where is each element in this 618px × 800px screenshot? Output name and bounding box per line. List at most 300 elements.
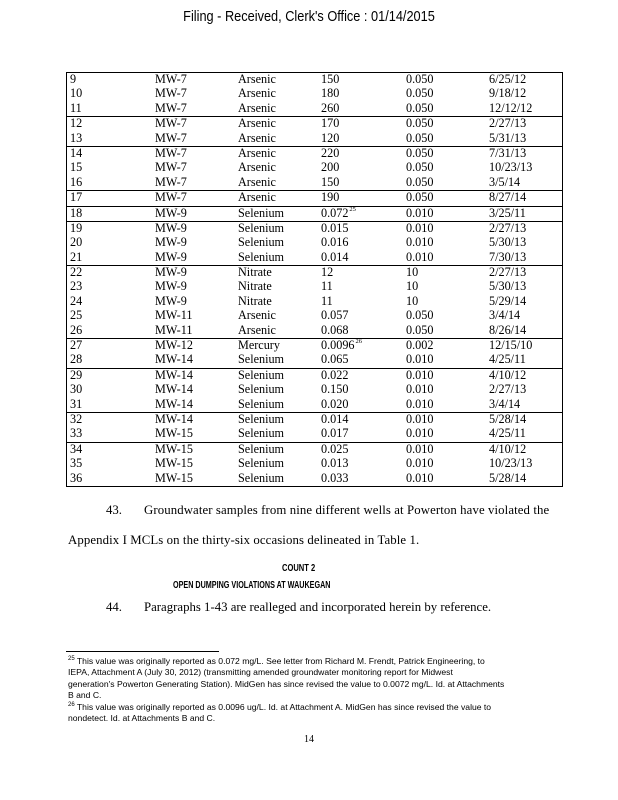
parameter xyxy=(235,132,318,147)
mcl-value-text: 0.010 xyxy=(406,235,434,250)
row-number-text: 20 xyxy=(70,235,83,250)
row-number-text: 17 xyxy=(70,190,83,205)
parameter xyxy=(235,339,318,354)
result-value xyxy=(318,295,403,309)
sample-date-text: 5/31/13 xyxy=(489,130,527,145)
well-id-text: MW-9 xyxy=(155,293,187,308)
footnote-26 xyxy=(68,702,558,725)
result-value-text: 190 xyxy=(321,190,340,205)
row-number-text: 21 xyxy=(70,249,83,264)
parameter xyxy=(235,206,318,221)
row-number xyxy=(67,472,153,487)
sample-date xyxy=(486,266,563,281)
table-row xyxy=(67,146,563,161)
row-number-text: 12 xyxy=(70,116,83,131)
result-value xyxy=(318,427,403,442)
sample-date-text: 5/30/13 xyxy=(489,279,527,294)
parameter-text: Mercury xyxy=(238,338,280,353)
table-row xyxy=(67,280,563,294)
table-row xyxy=(67,442,563,457)
mcl-value-text: 0.010 xyxy=(406,411,434,426)
sample-date xyxy=(486,161,563,175)
row-number-text: 23 xyxy=(70,279,83,294)
result-value xyxy=(318,353,403,368)
sample-date xyxy=(486,412,563,427)
parameter-text: Selenium xyxy=(238,396,285,411)
footnote-26-line2: nondetect. Id. at Attachments B and C. xyxy=(68,713,216,724)
result-value xyxy=(318,339,403,354)
parameter-text: Selenium xyxy=(238,470,285,485)
parameter-text: Selenium xyxy=(238,426,285,441)
result-value-text: 0.017 xyxy=(321,426,349,441)
footnote-ref: 26 xyxy=(355,338,363,346)
parameter-text: Nitrate xyxy=(238,265,272,280)
mcl-value-text: 0.050 xyxy=(406,100,434,115)
mcl-value-text: 0.050 xyxy=(406,72,434,86)
mcl-value xyxy=(403,191,486,206)
well-id xyxy=(152,236,235,250)
well-id xyxy=(152,251,235,266)
mcl-value xyxy=(403,236,486,250)
mcl-value xyxy=(403,73,486,88)
well-id-text: MW-9 xyxy=(155,249,187,264)
result-value-text: 0.014 xyxy=(321,249,349,264)
mcl-value-text: 0.050 xyxy=(406,190,434,205)
result-value xyxy=(318,206,403,221)
mcl-value xyxy=(403,176,486,191)
row-number xyxy=(67,161,153,175)
result-value xyxy=(318,117,403,132)
result-value-text: 0.0096 xyxy=(321,338,355,353)
mcl-value-text: 0.010 xyxy=(406,352,434,367)
well-id-text: MW-9 xyxy=(155,220,187,235)
footnote-25-line2: IEPA, Attachment A (July 30, 2012) (transmitting amended groundwater monitoring report for Midwest xyxy=(68,667,453,678)
result-value-text: 0.033 xyxy=(321,470,349,485)
row-number-text: 18 xyxy=(70,205,83,220)
row-number xyxy=(67,368,153,383)
violations-table xyxy=(66,72,563,487)
sample-date xyxy=(486,146,563,161)
sample-date-text: 8/27/14 xyxy=(489,190,527,205)
row-number-text: 14 xyxy=(70,145,83,160)
mcl-value xyxy=(403,102,486,117)
table-row xyxy=(67,457,563,471)
well-id-text: MW-15 xyxy=(155,441,193,456)
parameter xyxy=(235,398,318,413)
well-id-text: MW-9 xyxy=(155,265,187,280)
parameter-text: Nitrate xyxy=(238,293,272,308)
row-number xyxy=(67,73,153,88)
sample-date-text: 5/28/14 xyxy=(489,411,527,426)
sample-date-text: 3/25/11 xyxy=(489,205,526,220)
parameter xyxy=(235,295,318,309)
parameter-text: Arsenic xyxy=(238,174,276,189)
result-value-text: 0.065 xyxy=(321,352,349,367)
parameter xyxy=(235,427,318,442)
parameter xyxy=(235,368,318,383)
row-number-text: 28 xyxy=(70,352,83,367)
result-value xyxy=(318,266,403,281)
parameter xyxy=(235,309,318,323)
row-number xyxy=(67,383,153,397)
table-row xyxy=(67,412,563,427)
result-value xyxy=(318,457,403,471)
result-value-text: 120 xyxy=(321,130,340,145)
sample-date xyxy=(486,221,563,236)
sample-date xyxy=(486,368,563,383)
parameter xyxy=(235,383,318,397)
well-id xyxy=(152,368,235,383)
paragraph-44-number: 44. xyxy=(106,600,122,614)
table-row xyxy=(67,236,563,250)
row-number-text: 35 xyxy=(70,456,83,471)
well-id-text: MW-11 xyxy=(155,308,193,323)
table-row xyxy=(67,309,563,323)
sample-date xyxy=(486,236,563,250)
table-row xyxy=(67,206,563,221)
mcl-value xyxy=(403,206,486,221)
sample-date xyxy=(486,206,563,221)
well-id-text: MW-14 xyxy=(155,396,193,411)
sample-date-text: 7/31/13 xyxy=(489,145,527,160)
well-id-text: MW-9 xyxy=(155,235,187,250)
result-value-text: 0.013 xyxy=(321,456,349,471)
result-value-text: 12 xyxy=(321,265,334,280)
parameter xyxy=(235,87,318,101)
row-number xyxy=(67,353,153,368)
result-value xyxy=(318,368,403,383)
result-value-text: 180 xyxy=(321,86,340,101)
row-number xyxy=(67,132,153,147)
parameter-text: Arsenic xyxy=(238,145,276,160)
parameter-text: Arsenic xyxy=(238,308,276,323)
table-row xyxy=(67,73,563,88)
sample-date-text: 2/27/13 xyxy=(489,382,527,397)
result-value xyxy=(318,251,403,266)
well-id-text: MW-9 xyxy=(155,205,187,220)
sample-date xyxy=(486,117,563,132)
well-id xyxy=(152,73,235,88)
well-id-text: MW-7 xyxy=(155,145,187,160)
table-row xyxy=(67,176,563,191)
sample-date-text: 5/29/14 xyxy=(489,293,527,308)
sample-date-text: 2/27/13 xyxy=(489,265,527,280)
mcl-value xyxy=(403,368,486,383)
mcl-value xyxy=(403,442,486,457)
parameter-text: Selenium xyxy=(238,382,285,397)
sample-date xyxy=(486,339,563,354)
table-row xyxy=(67,339,563,354)
sample-date-text: 4/10/12 xyxy=(489,367,527,382)
sample-date-text: 5/30/13 xyxy=(489,235,527,250)
well-id-text: MW-7 xyxy=(155,72,187,86)
mcl-value-text: 10 xyxy=(406,265,419,280)
mcl-value xyxy=(403,339,486,354)
sample-date-text: 12/15/10 xyxy=(489,338,533,353)
row-number xyxy=(67,457,153,471)
footnote-26-line1: This value was originally reported as 0.0096 ug/L. Id. at Attachment A. MidGen has since revised the value to xyxy=(76,702,492,712)
result-value xyxy=(318,191,403,206)
row-number xyxy=(67,251,153,266)
paragraph-44-text: Paragraphs 1-43 are realleged and incorporated herein by reference. xyxy=(144,600,492,614)
result-value xyxy=(318,176,403,191)
sample-date-text: 5/28/14 xyxy=(489,470,527,485)
sample-date-text: 10/23/13 xyxy=(489,456,533,471)
mcl-value xyxy=(403,280,486,294)
sample-date xyxy=(486,398,563,413)
well-id-text: MW-14 xyxy=(155,367,193,382)
sample-date-text: 12/12/12 xyxy=(489,100,533,115)
mcl-value-text: 0.002 xyxy=(406,338,434,353)
row-number xyxy=(67,206,153,221)
row-number-text: 32 xyxy=(70,411,83,426)
parameter xyxy=(235,472,318,487)
row-number xyxy=(67,221,153,236)
row-number xyxy=(67,339,153,354)
result-value xyxy=(318,324,403,339)
table-row xyxy=(67,295,563,309)
mcl-value-text: 0.010 xyxy=(406,220,434,235)
well-id xyxy=(152,280,235,294)
result-value-text: 200 xyxy=(321,160,340,175)
mcl-value xyxy=(403,117,486,132)
parameter xyxy=(235,236,318,250)
sample-date xyxy=(486,353,563,368)
well-id xyxy=(152,472,235,487)
row-number xyxy=(67,309,153,323)
mcl-value-text: 0.010 xyxy=(406,441,434,456)
table-row xyxy=(67,221,563,236)
table-row xyxy=(67,427,563,442)
row-number-text: 10 xyxy=(70,86,83,101)
parameter-text: Selenium xyxy=(238,220,285,235)
row-number xyxy=(67,412,153,427)
table-row xyxy=(67,191,563,206)
row-number-text: 34 xyxy=(70,441,83,456)
result-value-text: 260 xyxy=(321,100,340,115)
well-id xyxy=(152,102,235,117)
parameter xyxy=(235,102,318,117)
sample-date xyxy=(486,280,563,294)
row-number xyxy=(67,295,153,309)
well-id-text: MW-11 xyxy=(155,322,193,337)
well-id xyxy=(152,398,235,413)
parameter-text: Selenium xyxy=(238,249,285,264)
mcl-value-text: 0.010 xyxy=(406,470,434,485)
well-id xyxy=(152,132,235,147)
well-id xyxy=(152,221,235,236)
mcl-value-text: 0.050 xyxy=(406,308,434,323)
row-number-text: 11 xyxy=(70,100,82,115)
table-row xyxy=(67,368,563,383)
well-id xyxy=(152,427,235,442)
parameter xyxy=(235,221,318,236)
well-id-text: MW-9 xyxy=(155,279,187,294)
mcl-value xyxy=(403,266,486,281)
mcl-value-text: 0.050 xyxy=(406,116,434,131)
row-number xyxy=(67,146,153,161)
row-number-text: 16 xyxy=(70,174,83,189)
parameter-text: Selenium xyxy=(238,352,285,367)
sample-date-text: 8/26/14 xyxy=(489,322,527,337)
result-value xyxy=(318,236,403,250)
table-row xyxy=(67,161,563,175)
result-value-text: 0.015 xyxy=(321,220,349,235)
result-value-text: 0.014 xyxy=(321,411,349,426)
well-id-text: MW-7 xyxy=(155,190,187,205)
footnote-25-mark: 25 xyxy=(68,656,75,662)
well-id xyxy=(152,339,235,354)
parameter xyxy=(235,266,318,281)
row-number-text: 27 xyxy=(70,338,83,353)
parameter-text: Selenium xyxy=(238,205,285,220)
sample-date-text: 4/25/11 xyxy=(489,352,526,367)
table-row xyxy=(67,251,563,266)
table-row xyxy=(67,117,563,132)
well-id-text: MW-15 xyxy=(155,456,193,471)
mcl-value-text: 0.010 xyxy=(406,205,434,220)
result-value xyxy=(318,73,403,88)
well-id-text: MW-12 xyxy=(155,338,193,353)
page-number: 14 xyxy=(304,734,314,745)
sample-date-text: 6/25/12 xyxy=(489,72,527,86)
sample-date-text: 4/25/11 xyxy=(489,426,526,441)
result-value xyxy=(318,309,403,323)
well-id xyxy=(152,176,235,191)
row-number-text: 25 xyxy=(70,308,83,323)
row-number xyxy=(67,398,153,413)
sample-date xyxy=(486,295,563,309)
mcl-value xyxy=(403,457,486,471)
mcl-value-text: 10 xyxy=(406,279,419,294)
parameter-text: Selenium xyxy=(238,411,285,426)
well-id xyxy=(152,266,235,281)
row-number xyxy=(67,102,153,117)
mcl-value xyxy=(403,87,486,101)
parameter-text: Arsenic xyxy=(238,190,276,205)
row-number-text: 31 xyxy=(70,396,83,411)
mcl-value-text: 0.010 xyxy=(406,456,434,471)
row-number xyxy=(67,442,153,457)
row-number xyxy=(67,236,153,250)
result-value-text: 0.068 xyxy=(321,322,349,337)
parameter xyxy=(235,117,318,132)
filing-header: Filing - Received, Clerk's Office : 01/14/2015 xyxy=(183,8,435,25)
result-value xyxy=(318,383,403,397)
row-number xyxy=(67,427,153,442)
table-row xyxy=(67,132,563,147)
count-heading: COUNT 2 xyxy=(282,562,316,574)
mcl-value xyxy=(403,251,486,266)
result-value xyxy=(318,132,403,147)
result-value xyxy=(318,221,403,236)
result-value-text: 0.016 xyxy=(321,235,349,250)
well-id-text: MW-14 xyxy=(155,352,193,367)
sample-date xyxy=(486,176,563,191)
well-id xyxy=(152,191,235,206)
mcl-value xyxy=(403,309,486,323)
sample-date xyxy=(486,427,563,442)
row-number-text: 26 xyxy=(70,322,83,337)
row-number-text: 36 xyxy=(70,470,83,485)
parameter-text: Arsenic xyxy=(238,160,276,175)
sample-date xyxy=(486,442,563,457)
parameter-text: Arsenic xyxy=(238,116,276,131)
result-value-text: 220 xyxy=(321,145,340,160)
row-number-text: 22 xyxy=(70,265,83,280)
mcl-value xyxy=(403,146,486,161)
parameter-text: Arsenic xyxy=(238,322,276,337)
well-id-text: MW-7 xyxy=(155,86,187,101)
mcl-value-text: 0.050 xyxy=(406,145,434,160)
sample-date xyxy=(486,472,563,487)
table-row xyxy=(67,266,563,281)
mcl-value xyxy=(403,353,486,368)
sample-date xyxy=(486,251,563,266)
footnote-25 xyxy=(68,656,558,701)
mcl-value-text: 0.010 xyxy=(406,382,434,397)
sample-date xyxy=(486,191,563,206)
parameter xyxy=(235,161,318,175)
row-number-text: 24 xyxy=(70,293,83,308)
parameter xyxy=(235,412,318,427)
parameter-text: Selenium xyxy=(238,441,285,456)
well-id xyxy=(152,161,235,175)
sample-date-text: 4/10/12 xyxy=(489,441,527,456)
result-value xyxy=(318,161,403,175)
row-number xyxy=(67,117,153,132)
mcl-value-text: 0.010 xyxy=(406,426,434,441)
sample-date-text: 3/5/14 xyxy=(489,174,521,189)
mcl-value-text: 0.050 xyxy=(406,174,434,189)
table-row xyxy=(67,324,563,339)
result-value xyxy=(318,412,403,427)
result-value-text: 0.020 xyxy=(321,396,349,411)
well-id-text: MW-7 xyxy=(155,116,187,131)
sample-date xyxy=(486,324,563,339)
sample-date xyxy=(486,309,563,323)
mcl-value xyxy=(403,472,486,487)
row-number xyxy=(67,191,153,206)
mcl-value-text: 0.010 xyxy=(406,396,434,411)
result-value-text: 11 xyxy=(321,293,333,308)
mcl-value-text: 10 xyxy=(406,293,419,308)
well-id-text: MW-7 xyxy=(155,100,187,115)
footnote-26-mark: 26 xyxy=(68,702,75,708)
well-id-text: MW-15 xyxy=(155,426,193,441)
well-id-text: MW-7 xyxy=(155,160,187,175)
sample-date-text: 2/27/13 xyxy=(489,220,527,235)
mcl-value-text: 0.050 xyxy=(406,86,434,101)
sample-date xyxy=(486,457,563,471)
row-number xyxy=(67,324,153,339)
result-value xyxy=(318,442,403,457)
table-row xyxy=(67,87,563,101)
parameter-text: Selenium xyxy=(238,367,285,382)
well-id xyxy=(152,442,235,457)
well-id-text: MW-14 xyxy=(155,382,193,397)
sample-date-text: 9/18/12 xyxy=(489,86,527,101)
footnote-25-line3: generation's Powerton Generating Station). MidGen has since revised the value to 0.0072 mg/L. Id. at Attachments xyxy=(68,678,505,689)
mcl-value xyxy=(403,383,486,397)
count-subheading: OPEN DUMPING VIOLATIONS AT WAUKEGAN xyxy=(173,580,331,591)
parameter xyxy=(235,146,318,161)
parameter xyxy=(235,353,318,368)
row-number-text: 19 xyxy=(70,220,83,235)
parameter xyxy=(235,73,318,88)
well-id xyxy=(152,324,235,339)
well-id xyxy=(152,309,235,323)
